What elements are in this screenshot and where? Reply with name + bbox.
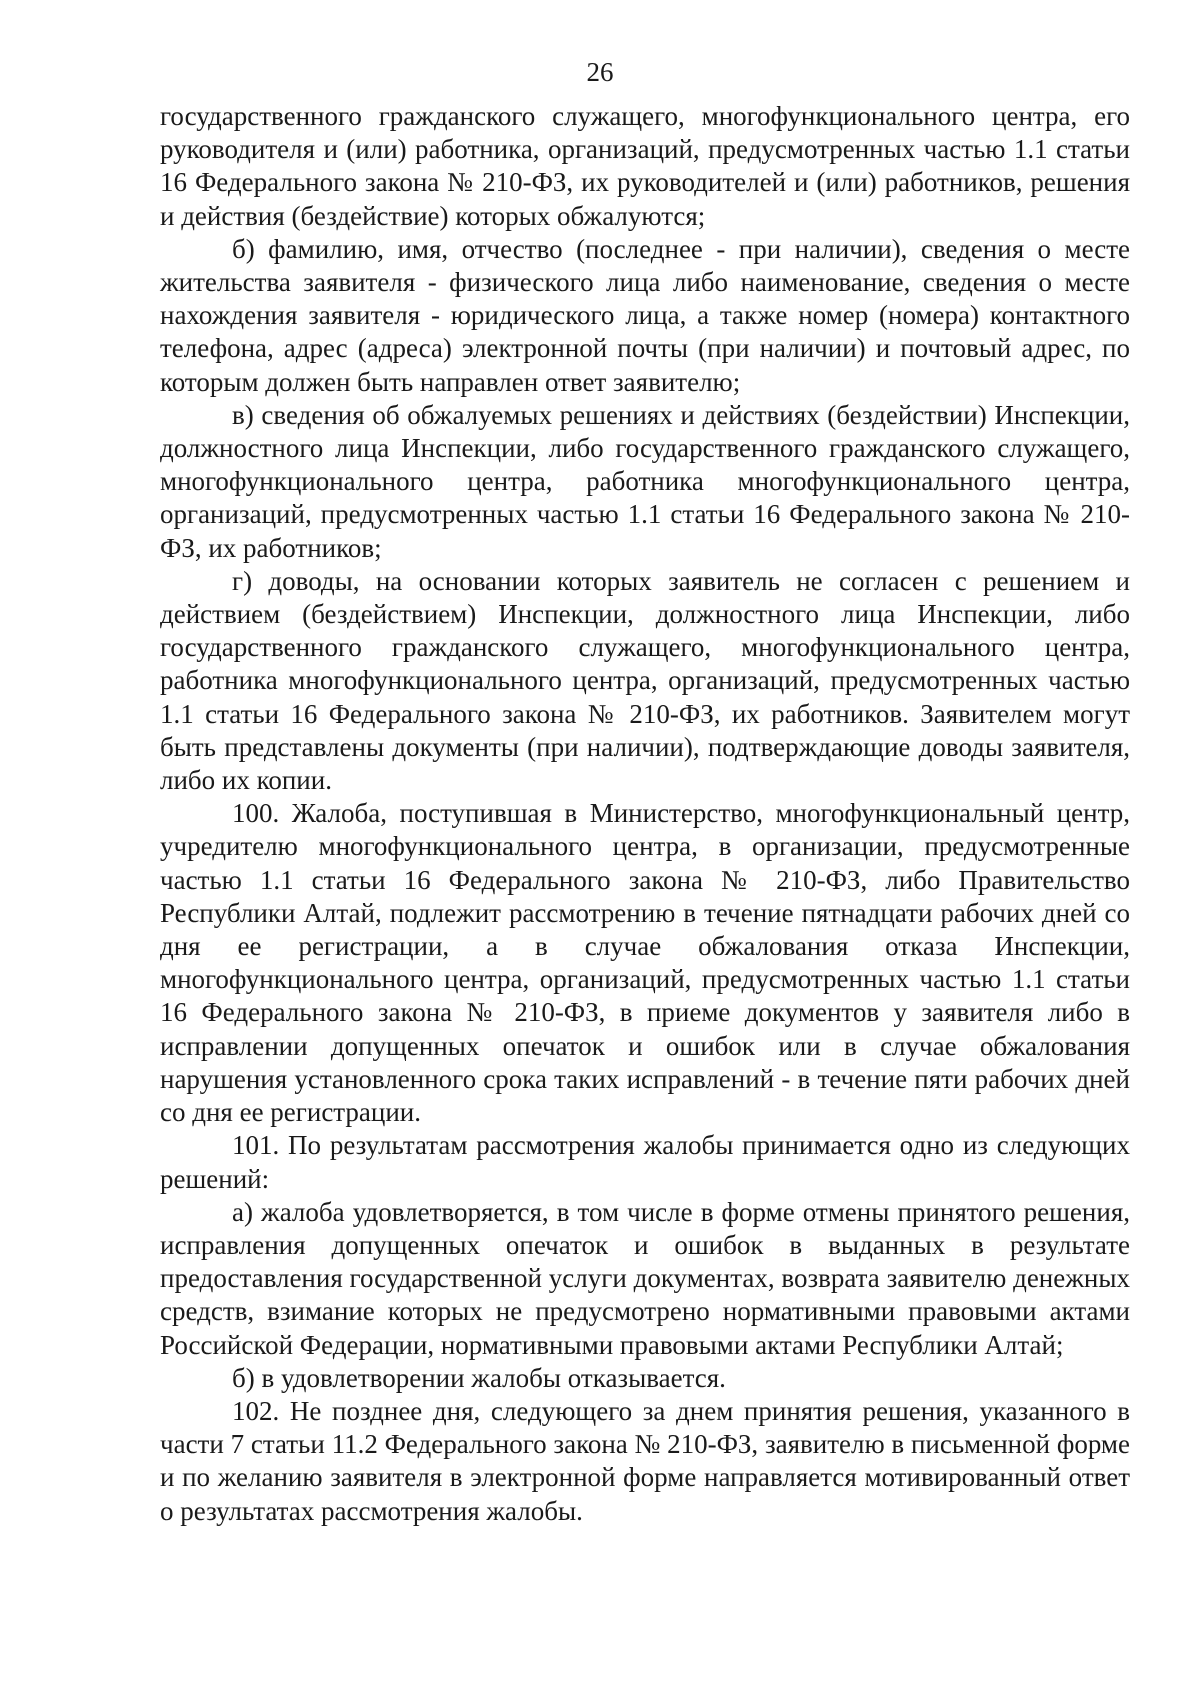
paragraph-item-g: г) доводы, на основании которых заявитель не согласен с решением и действием (бездействием) Инспекции, должностного лица Инспекции, либо государственного гражданского служащего, многофункционального центра, работника многофункционального центра, организаций, предусмотренных частью 1.1 статьи 16 Федерального закона № 210-ФЗ, их работников. Заявителем могут быть представлены документы (при наличии), подтверждающие доводы заявителя, либо их копии.: [160, 565, 1130, 796]
paragraph-item-b: б) фамилию, имя, отчество (последнее - при наличии), сведения о месте жительства заявителя - физического лица либо наименование, сведения о месте нахождения заявителя - юридического лица, а также номер (номера) контактного телефона, адрес (адреса) электронной почты (при наличии) и почтовый адрес, по которым должен быть направлен ответ заявителю;: [160, 233, 1130, 397]
paragraph-item-v: в) сведения об обжалуемых решениях и действиях (бездействии) Инспекции, должностного лица Инспекции, либо государственного гражданского служащего, многофункционального центра, работника многофункционального центра, организаций, предусмотренных частью 1.1 статьи 16 Федерального закона № 210-ФЗ, их работников;: [160, 399, 1130, 563]
paragraph-102: 102. Не позднее дня, следующего за днем принятия решения, указанного в части 7 статьи 11.2 Федерального закона № 210-ФЗ, заявителю в письменной форме и по желанию заявителя в электронной форме направляется мотивированный ответ о результатах рассмотрения жалобы.: [160, 1395, 1130, 1526]
paragraph-100: 100. Жалоба, поступившая в Министерство, многофункциональный центр, учредителю многофункционального центра, в организации, предусмотренные частью 1.1 статьи 16 Федерального закона № 210-ФЗ, либо Правительство Республики Алтай, подлежит рассмотрению в течение пятнадцати рабочих дней со дня ее регистрации, а в случае обжалования отказа Инспекции, многофункционального центра, организаций, предусмотренных частью 1.1 статьи 16 Федерального закона № 210-ФЗ, в приеме документов у заявителя либо в исправлении допущенных опечаток и ошибок или в случае обжалования нарушения установленного срока таких исправлений - в течение пяти рабочих дней со дня ее регистрации.: [160, 798, 1130, 1128]
paragraph-101: 101. По результатам рассмотрения жалобы принимается одно из следующих решений:: [160, 1130, 1130, 1194]
paragraph-continuation: государственного гражданского служащего, многофункционального центра, его руководителя и (или) работника, организаций, предусмотренных частью 1.1 статьи 16 Федерального закона № 210-ФЗ, их руководителей и (или) работников, решения и действия (бездействие) которых обжалуются;: [160, 101, 1130, 231]
paragraph-101-item-a: а) жалоба удовлетворяется, в том числе в форме отмены принятого решения, исправления допущенных опечаток и ошибок в выданных в результате предоставления государственной услуги документах, возврата заявителю денежных средств, взимание которых не предусмотрено нормативными правовыми актами Российской Федерации, нормативными правовыми актами Республики Алтай;: [160, 1196, 1130, 1360]
document-body: [160, 100, 1130, 1528]
page-number: 26: [586, 57, 614, 87]
paragraph-101-item-b: б) в удовлетворении жалобы отказывается.: [232, 1362, 726, 1393]
